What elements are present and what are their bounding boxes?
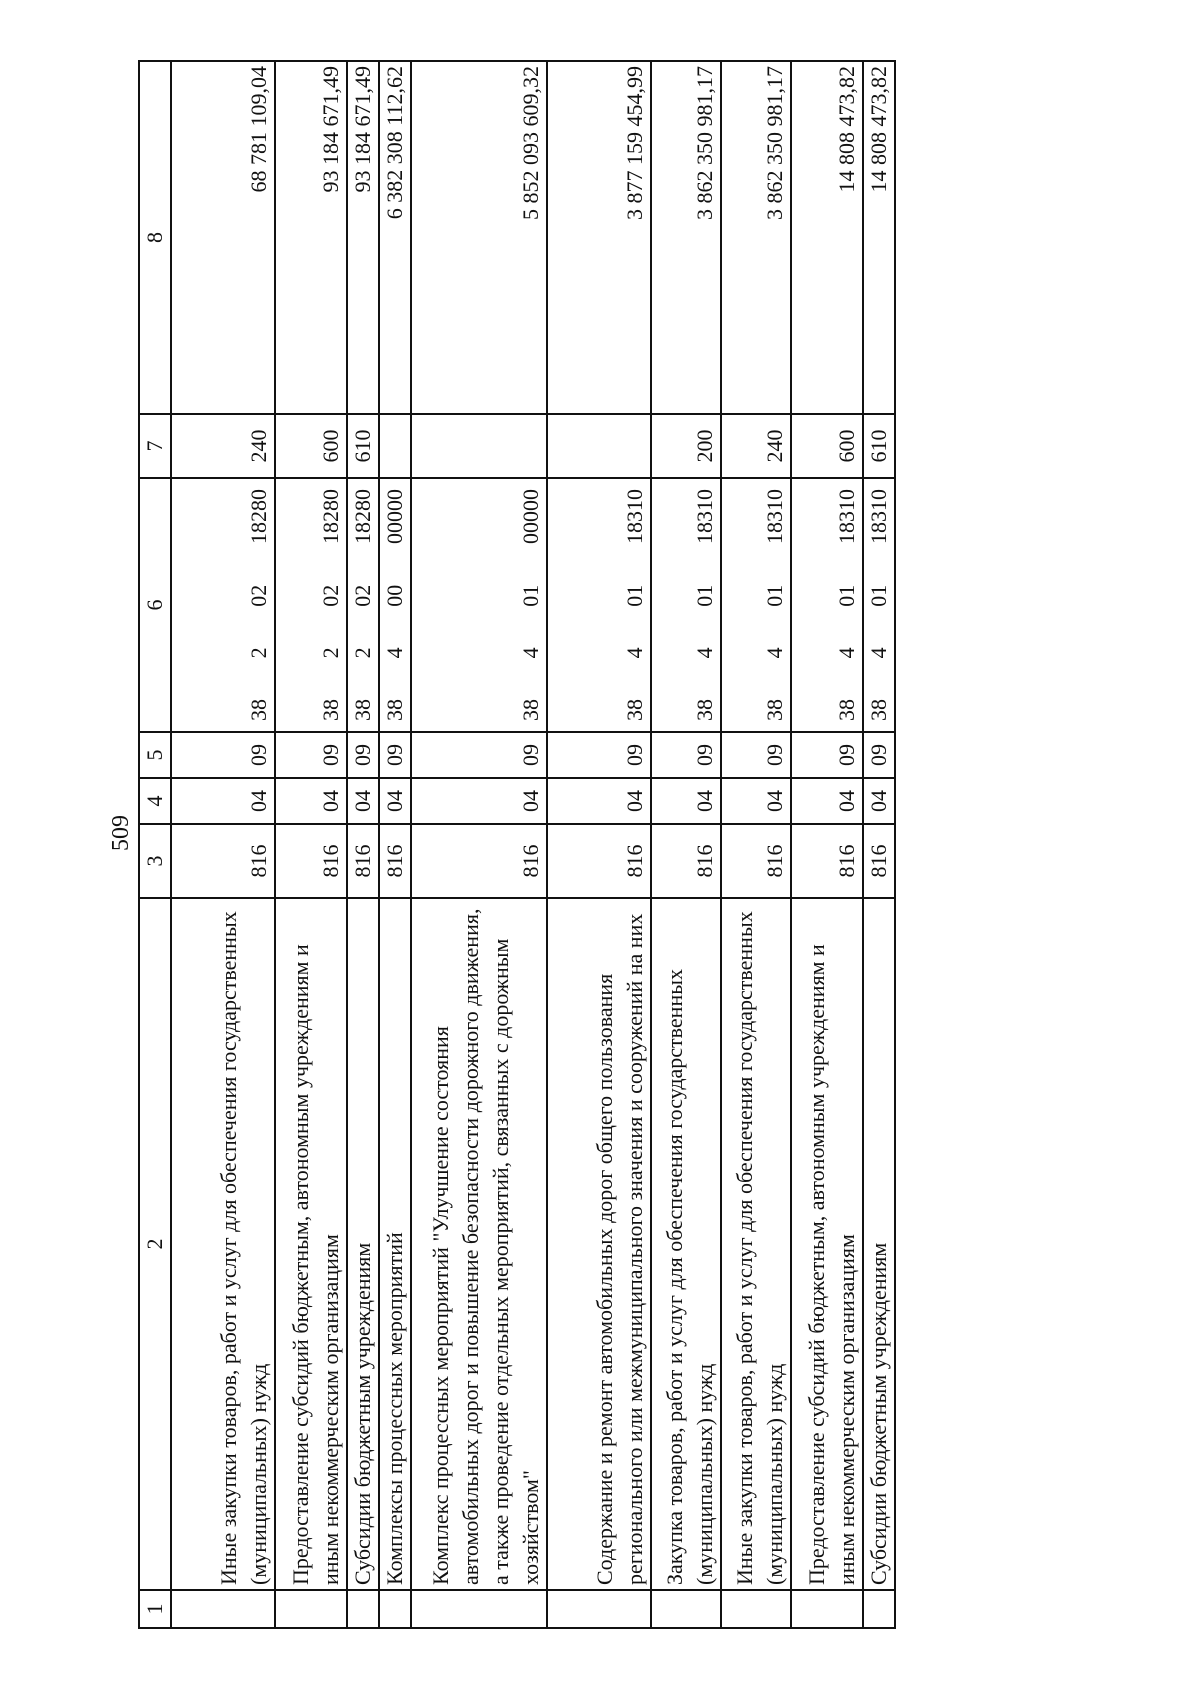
description-cell: Предоставление субсидий бюджетным, автономным учреждениям и иным некоммерческим организациям: [275, 898, 347, 1590]
amount-cell: 3 877 159 454,99: [547, 61, 651, 414]
page-number: 509: [108, 815, 134, 851]
section-code-cell: 04: [547, 778, 651, 824]
code-part: 2: [246, 647, 271, 659]
ministry-code-cell: 816: [379, 824, 411, 898]
amount-cell: 6 382 308 112,62: [379, 61, 411, 414]
target-article-cell: [347, 478, 379, 732]
target-article-cell: [651, 478, 721, 732]
code-part: 18310: [692, 489, 717, 545]
code-part: 38: [318, 699, 343, 721]
amount-cell: 5 852 093 609,32: [411, 61, 547, 414]
expense-type-cell: [411, 414, 547, 478]
target-article-code: [244, 483, 274, 727]
code-part: 18310: [762, 489, 787, 545]
expense-type-cell: [547, 414, 651, 478]
section-code-cell: 04: [651, 778, 721, 824]
row-number-cell: [379, 1590, 411, 1628]
ministry-code-cell: 816: [651, 824, 721, 898]
budget-table: [138, 60, 896, 1629]
subsection-code-cell: 09: [379, 732, 411, 778]
target-article-cell: [379, 478, 411, 732]
code-part: 18280: [318, 489, 343, 545]
column-header: 8: [139, 61, 171, 414]
column-header: 6: [139, 478, 171, 732]
section-code-cell: 04: [347, 778, 379, 824]
code-part: 00000: [518, 489, 543, 545]
table-row: [651, 61, 721, 1628]
amount-cell: 3 862 350 981,17: [721, 61, 791, 414]
amount-cell: 14 808 473,82: [863, 61, 895, 414]
expense-type-cell: 240: [721, 414, 791, 478]
section-code-cell: 04: [721, 778, 791, 824]
target-article-code: [864, 483, 894, 727]
ministry-code-cell: 816: [721, 824, 791, 898]
target-article-code: [516, 483, 546, 727]
target-article-code: [348, 483, 378, 727]
ministry-code-cell: 816: [171, 824, 275, 898]
code-part: 38: [350, 699, 375, 721]
code-part: 4: [834, 647, 859, 659]
column-header: 3: [139, 824, 171, 898]
code-part: 4: [382, 647, 407, 659]
code-part: 4: [518, 647, 543, 659]
subsection-code-cell: 09: [411, 732, 547, 778]
target-article-code: [832, 483, 862, 727]
ministry-code-cell: 816: [411, 824, 547, 898]
description-cell: Содержание и ремонт автомобильных дорог общего пользования регионального или межмуниципального значения и сооружений на них: [547, 898, 651, 1590]
table-row: [863, 61, 895, 1628]
table-container: [138, 62, 1076, 1629]
column-header: 4: [139, 778, 171, 824]
expense-type-cell: 240: [171, 414, 275, 478]
column-header: 5: [139, 732, 171, 778]
code-part: 18310: [622, 489, 647, 545]
expense-type-cell: [379, 414, 411, 478]
expense-type-cell: 610: [863, 414, 895, 478]
target-article-cell: [721, 478, 791, 732]
column-header: 1: [139, 1590, 171, 1628]
description-cell: Иные закупки товаров, работ и услуг для обеспечения государственных (муниципальных) нужд: [171, 898, 275, 1590]
target-article-cell: [863, 478, 895, 732]
table-row: [411, 61, 547, 1628]
code-part: 01: [762, 584, 787, 607]
code-part: 01: [622, 584, 647, 607]
code-part: 01: [866, 584, 891, 607]
code-part: 4: [622, 647, 647, 659]
section-code-cell: 04: [791, 778, 863, 824]
code-part: 18280: [350, 489, 375, 545]
section-code-cell: 04: [171, 778, 275, 824]
amount-cell: 3 862 350 981,17: [651, 61, 721, 414]
code-part: 02: [318, 584, 343, 607]
ministry-code-cell: 816: [863, 824, 895, 898]
code-part: 4: [866, 647, 891, 659]
target-article-cell: [411, 478, 547, 732]
expense-type-cell: 600: [791, 414, 863, 478]
target-article-code: [760, 483, 790, 727]
target-article-code: [690, 483, 720, 727]
ministry-code-cell: 816: [347, 824, 379, 898]
subsection-code-cell: 09: [651, 732, 721, 778]
target-article-cell: [791, 478, 863, 732]
ministry-code-cell: 816: [275, 824, 347, 898]
subsection-code-cell: 09: [547, 732, 651, 778]
code-part: 4: [762, 647, 787, 659]
row-number-cell: [791, 1590, 863, 1628]
target-article-code: [380, 483, 410, 727]
table-row: [379, 61, 411, 1628]
code-part: 4: [692, 647, 717, 659]
code-part: 38: [382, 699, 407, 721]
description-cell: Комплексы процессных мероприятий: [379, 898, 411, 1590]
amount-cell: 68 781 109,04: [171, 61, 275, 414]
code-part: 38: [834, 699, 859, 721]
code-part: 38: [518, 699, 543, 721]
code-part: 18310: [834, 489, 859, 545]
code-part: 38: [622, 699, 647, 721]
row-number-cell: [347, 1590, 379, 1628]
section-code-cell: 04: [411, 778, 547, 824]
target-article-code: [316, 483, 346, 727]
subsection-code-cell: 09: [171, 732, 275, 778]
subsection-code-cell: 09: [863, 732, 895, 778]
ministry-code-cell: 816: [791, 824, 863, 898]
column-header: 7: [139, 414, 171, 478]
description-cell: Предоставление субсидий бюджетным, автономным учреждениям и иным некоммерческим организациям: [791, 898, 863, 1590]
description-cell: Закупка товаров, работ и услуг для обеспечения государственных (муниципальных) нужд: [651, 898, 721, 1590]
amount-cell: 93 184 671,49: [275, 61, 347, 414]
table-row: [547, 61, 651, 1628]
code-part: 38: [246, 699, 271, 721]
expense-type-cell: 610: [347, 414, 379, 478]
code-part: 18310: [866, 489, 891, 545]
row-number-cell: [275, 1590, 347, 1628]
row-number-cell: [651, 1590, 721, 1628]
target-article-cell: [171, 478, 275, 732]
code-part: 01: [834, 584, 859, 607]
table-row: [721, 61, 791, 1628]
subsection-code-cell: 09: [791, 732, 863, 778]
subsection-code-cell: 09: [721, 732, 791, 778]
column-header: 2: [139, 898, 171, 1590]
subsection-code-cell: 09: [275, 732, 347, 778]
row-number-cell: [721, 1590, 791, 1628]
target-article-cell: [275, 478, 347, 732]
section-code-cell: 04: [275, 778, 347, 824]
table-row: [275, 61, 347, 1628]
description-cell: Субсидии бюджетным учреждениям: [863, 898, 895, 1590]
expense-type-cell: 600: [275, 414, 347, 478]
row-number-cell: [411, 1590, 547, 1628]
section-code-cell: 04: [863, 778, 895, 824]
row-number-cell: [863, 1590, 895, 1628]
target-article-cell: [547, 478, 651, 732]
row-number-cell: [171, 1590, 275, 1628]
code-part: 00000: [382, 489, 407, 545]
code-part: 2: [318, 647, 343, 659]
code-part: 02: [246, 584, 271, 607]
code-part: 02: [350, 584, 375, 607]
code-part: 18280: [246, 489, 271, 545]
table-row: [347, 61, 379, 1628]
code-part: 01: [518, 584, 543, 607]
description-cell: Субсидии бюджетным учреждениям: [347, 898, 379, 1590]
target-article-code: [620, 483, 650, 727]
table-row: [171, 61, 275, 1628]
table-row: [791, 61, 863, 1628]
amount-cell: 93 184 671,49: [347, 61, 379, 414]
code-part: 00: [382, 584, 407, 607]
section-code-cell: 04: [379, 778, 411, 824]
code-part: 2: [350, 647, 375, 659]
code-part: 38: [762, 699, 787, 721]
description-cell: Иные закупки товаров, работ и услуг для обеспечения государственных (муниципальных) нужд: [721, 898, 791, 1590]
ministry-code-cell: 816: [547, 824, 651, 898]
header-row: [139, 61, 171, 1628]
description-cell: Комплекс процессных мероприятий "Улучшение состояния автомобильных дорог и повышение безопасности дорожного движения, а также проведение отдельных мероприятий, связанных с дорожным хозяйством": [411, 898, 547, 1590]
row-number-cell: [547, 1590, 651, 1628]
amount-cell: 14 808 473,82: [791, 61, 863, 414]
subsection-code-cell: 09: [347, 732, 379, 778]
expense-type-cell: 200: [651, 414, 721, 478]
code-part: 38: [866, 699, 891, 721]
code-part: 38: [692, 699, 717, 721]
code-part: 01: [692, 584, 717, 607]
